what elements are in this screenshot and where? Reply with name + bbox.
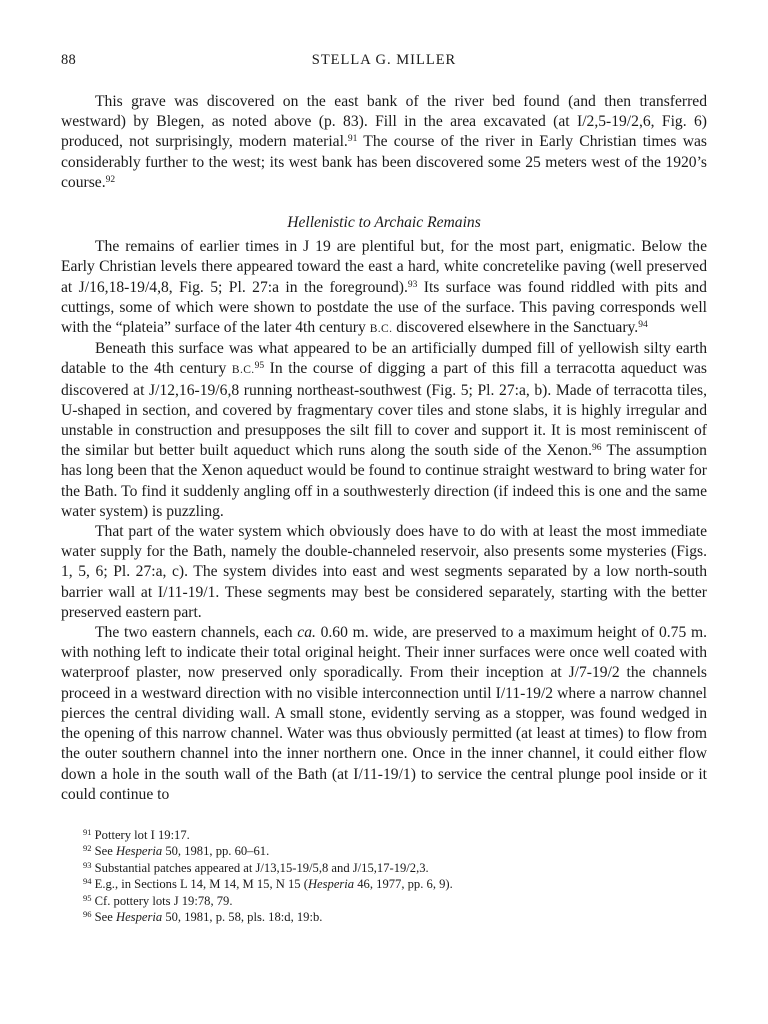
paragraph: This grave was discovered on the east bank of the river bed found (and then transferred westward) by Blegen, as noted above (p. 83). Fill in the area excavated (at I/2,5-19/2,6, Fig. 6) produced, not surprisingly, modern material.$^{91}$ The course of the river in Early Christian times was considerably further to the west; its west bank has been discovered some 25 meters west of the 1920’s course.$^{92}$ <box>61 93 707 191</box>
footnote-ref: 93 <box>407 279 418 290</box>
paragraph: That part of the water system which obviously does have to do with at least the most immediate water supply for the Bath, namely the double-channeled reservoir, also presents some mysteries (Figs. 1, 5, 6; Pl. 27:a, c). The system divides into east and west segments separated by a low north-south barrier wall at I/11-19/1. These segments may best be considered separately, starting with the better preserved eastern part. <box>61 523 707 621</box>
paragraph: The two eastern channels, each ca. 0.60 m. wide, are preserved to a maximum height of 0.75 m. with nothing left to indicate their total original height. Their inner surfaces were once well coated with waterproof plaster, now preserved only sporadically. From their inception at J/7-19/2 the channels proceed in a westward direction with no visible interconnection until I/11-19/2 where a narrow channel pierces the central dividing wall. A small stone, evidently serving as a stopper, was found wedged in the opening of this narrow channel. Water was thus obviously permitted (at least at times) to flow from the outer southern channel into the inner northern one. Once in the inner channel, it could either flow down a hole in the south wall of the Bath (at I/11-19/1) to service the central plunge pool inside or it could continue to <box>61 624 707 803</box>
paragraph: The remains of earlier times in J 19 are plentiful but, for the most part, enigmatic. Below the Early Christian levels there appeared toward the east a hard, white concretelike paving (well preserved at J/16,18-19/4,8, Fig. 5; Pl. 27:a in the foreground).$^{93}$ Its surface was found riddled with pits and cuttings, some of which were shown to postdate the use of the surface. This paving corresponds well with the “plateia” surface of the later 4th century B.C. discovered elsewhere in the Sanctuary.$^{94}$ <box>61 238 707 337</box>
section-heading: Hellenistic to Archaic Remains <box>287 214 481 232</box>
page <box>61 52 707 925</box>
footnote-ref: 91 <box>347 134 358 145</box>
page-number: 88 <box>61 52 77 68</box>
footnote-ref: 95 <box>254 361 265 372</box>
footnote-ref: 92 <box>105 174 116 185</box>
footnote: $^{94}$ E.g., in Sections L 14, M 14, M 15, N 15 (Hesperia 46, 1977, pp. 6, 9). <box>83 876 453 892</box>
era-abbreviation: B.C. <box>231 364 255 377</box>
footnote: $^{95}$ Cf. pottery lots J 19:78, 79. <box>83 892 233 908</box>
body-text <box>61 92 707 805</box>
paragraph: Beneath this surface was what appeared to be an artificially dumped fill of yellowish silty earth datable to the 4th century B.C.$^{95}$ In the course of digging a part of this fill a terracotta aqueduct was discovered at J/12,16-19/6,8 running northeast-southwest (Fig. 5; Pl. 27:a, b). Made of terracotta tiles, U-shaped in section, and covered by fragmentary cover tiles and stone slabs, it is highly irregular and unstable in construction and presupposes the silt fill to cover and support it. It is most reminiscent of the similar but better built aqueduct which runs along the south side of the Xenon.$^{96}$ The assumption has long been that the Xenon aqueduct would be found to continue straight westward to bring water for the Bath. To find it suddenly angling off in a southwesterly direction (if indeed this is one and the same water system) is puzzling. <box>61 340 707 520</box>
footnotes <box>61 827 707 925</box>
footnote: $^{96}$ See Hesperia 50, 1981, p. 58, pls. 18:d, 19:b. <box>83 908 323 924</box>
era-abbreviation: B.C. <box>369 323 393 336</box>
footnote: $^{92}$ See Hesperia 50, 1981, pp. 60–61. <box>83 843 270 859</box>
footnote-ref: 96 <box>592 443 602 454</box>
running-head: STELLA G. MILLER <box>311 52 457 68</box>
page-header <box>61 52 707 74</box>
footnote: $^{93}$ Substantial patches appeared at J/13,15-19/5,8 and J/15,17-19/2,3. <box>83 859 429 875</box>
footnote: $^{91}$ Pottery lot I 19:17. <box>83 826 190 842</box>
footnote-ref: 94 <box>638 320 648 331</box>
